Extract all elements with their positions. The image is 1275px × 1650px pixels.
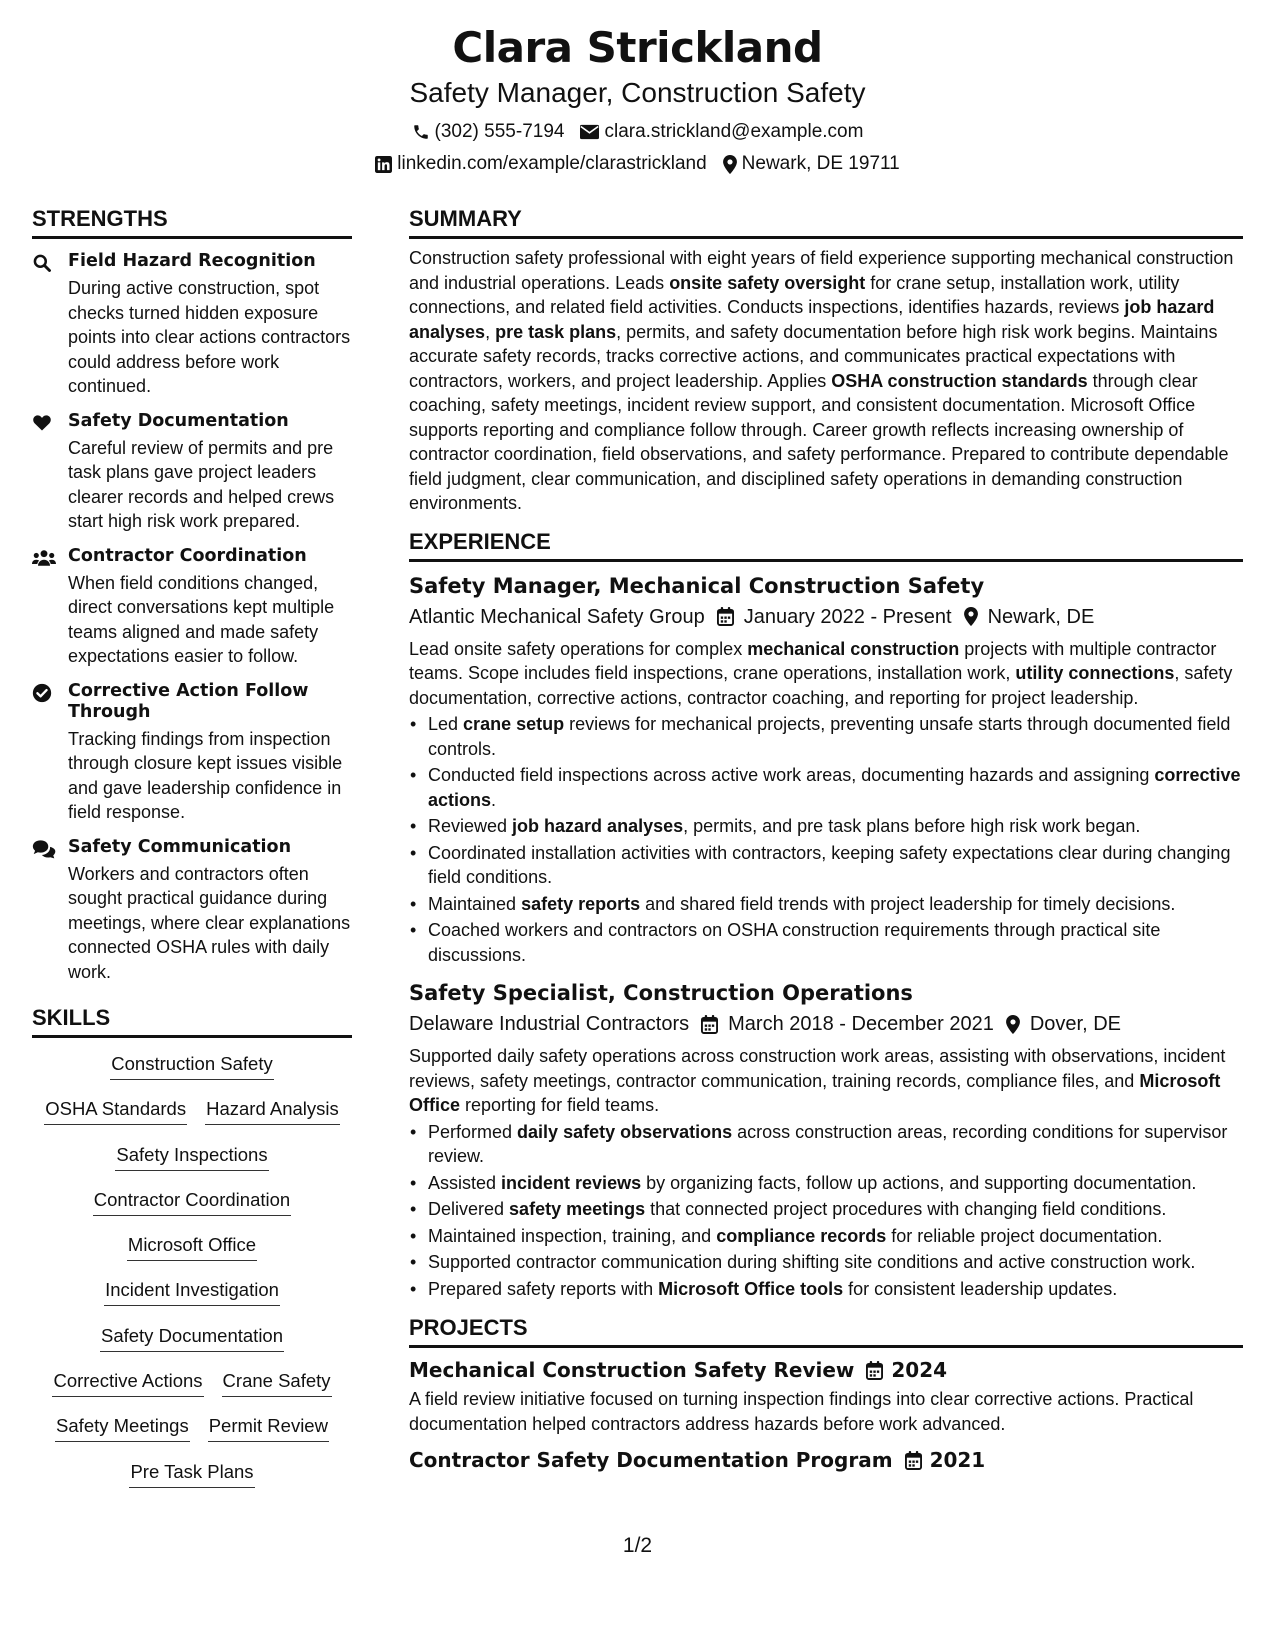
bold-keyword: corrective actions (428, 765, 1241, 810)
phone-icon (412, 123, 430, 141)
job-location: Dover, DE (1029, 1013, 1121, 1035)
project-year: 2024 (891, 1358, 948, 1382)
job-title: Safety Manager, Mechanical Construction Safety (409, 573, 985, 598)
strength-description: When field conditions changed, direct conversations kept multiple teams aligned and made safety expectations easier to follow. (68, 572, 335, 666)
skill-row (32, 1052, 352, 1097)
skills-heading: SKILLS (32, 1004, 352, 1038)
map-marker-icon (723, 155, 737, 174)
job-bullet: • Prepared safety reports with Microsoft Office tools for consistent leadership updates. (409, 1277, 1243, 1302)
skill-tag: Incident Investigation (104, 1278, 280, 1306)
search-icon (32, 251, 54, 399)
strength-title: Safety Communication (68, 836, 292, 857)
skill-row (32, 1143, 352, 1188)
right-column (409, 205, 1243, 1474)
bold-keyword: pre task plans (495, 321, 617, 342)
strength-item (32, 546, 352, 669)
location-text: Newark, DE 19711 (741, 153, 900, 174)
bold-keyword: utility connections (1015, 663, 1175, 683)
skill-row (32, 1369, 352, 1414)
job-meta (409, 603, 1243, 631)
job-description: Supported daily safety operations across construction work areas, assisting with observations, incident reviews, safety meetings, contractor communication, training records, compliance files, and Microsoft Office reporting for field teams. (409, 1046, 1226, 1115)
project-entry (409, 1446, 1243, 1474)
skill-tag: Construction Safety (110, 1052, 273, 1080)
job-entry (409, 979, 1243, 1301)
strength-description: During active construction, spot checks turned hidden exposure points into clear actions contractors could address before work continued. (68, 278, 351, 396)
bold-keyword: safety reports (521, 893, 641, 914)
email-contact (580, 120, 863, 144)
summary-text: Construction safety professional with eight years of field experience supporting mechanical construction and industrial operations. Leads onsite safety oversight for crane setup, installation work, utility connections, and related field activities. Conducts inspections, identifies hazards, reviews job hazard analyses, pre task plans, permits, and safety documentation before high risk work begins. Maintains accurate safety records, tracks corrective actions, and communicates practical expectations with contractors, workers, and project leadership. Applies OSHA construction standards through clear coaching, safety meetings, incident review support, and consistent documentation. Microsoft Office supports reporting and compliance follow through. Career growth reflects increasing ownership of contractor coordination, field observations, and safety performance. Prepared to contribute dependable field judgment, clear communication, and disciplined safety operations in demanding construction environments. (409, 248, 1234, 513)
strength-description: Careful review of permits and pre task plans gave project leaders clearer records and helped crews start high risk work prepared. (68, 437, 335, 531)
bold-keyword: Microsoft Office tools (658, 1278, 844, 1299)
strength-title: Contractor Coordination (68, 545, 307, 566)
envelope-icon (580, 124, 599, 140)
strengths-list (32, 251, 352, 984)
strength-item (32, 837, 352, 985)
strength-item (32, 251, 352, 399)
job-company: Atlantic Mechanical Safety Group (409, 605, 705, 628)
skill-tag: Safety Inspections (115, 1143, 268, 1171)
strength-item (32, 681, 352, 825)
bold-keyword: safety meetings (509, 1199, 646, 1219)
project-title-row (409, 1446, 1243, 1474)
linkedin-contact (375, 152, 706, 176)
linkedin-icon (375, 156, 392, 173)
left-column (32, 205, 352, 1505)
contact-row-secondary (0, 152, 1275, 176)
bold-keyword: job hazard analyses (409, 297, 1215, 342)
skill-row (32, 1188, 352, 1233)
email-text[interactable]: clara.strickland@example.com (604, 121, 864, 142)
map-marker-icon (964, 607, 978, 626)
calendar-icon (701, 1015, 718, 1034)
skill-row (32, 1324, 352, 1369)
skill-row (32, 1278, 352, 1323)
job-bullet: • Reviewed job hazard analyses, permits, and pre task plans before high risk work began. (409, 814, 1243, 839)
skill-tag: Safety Documentation (100, 1324, 284, 1352)
strength-item (32, 411, 352, 534)
job-dates: March 2018 - December 2021 (728, 1013, 994, 1035)
strength-title: Field Hazard Recognition (68, 251, 316, 271)
skill-tag: Hazard Analysis (205, 1097, 340, 1125)
bold-keyword: onsite safety oversight (669, 272, 866, 293)
skill-tag: Contractor Coordination (93, 1188, 291, 1216)
job-bullet: • Conducted field inspections across active work areas, documenting hazards and assigning corrective actions. (409, 763, 1243, 812)
skill-row (32, 1414, 352, 1459)
bold-keyword: job hazard analyses (512, 816, 684, 836)
job-bullet: • Coached workers and contractors on OSHA construction requirements through practical site discussions. (409, 918, 1243, 967)
project-title: Mechanical Construction Safety Review (409, 1358, 855, 1382)
job-meta (409, 1010, 1243, 1038)
phone-contact (412, 120, 565, 144)
job-description: Lead onsite safety operations for complex mechanical construction projects with multiple contractor teams. Scope includes field inspections, crane operations, installation work, utility connections, safety documentation, corrective actions, contractor coaching, and reporting for project leadership. (409, 638, 1233, 708)
page-number: 1/2 (622, 1534, 653, 1557)
job-bullet: • Supported contractor communication during shifting site conditions and active construction work. (409, 1250, 1243, 1275)
job-bullet: • Maintained safety reports and shared field trends with project leadership for timely decisions. (409, 892, 1243, 917)
bold-keyword: OSHA construction standards (831, 370, 1088, 391)
job-location: Newark, DE (987, 605, 1095, 628)
skill-tag: OSHA Standards (44, 1097, 187, 1125)
job-title: Safety Specialist, Construction Operations (409, 981, 913, 1005)
phone-text[interactable]: (302) 555-7194 (434, 121, 565, 142)
projects-heading: PROJECTS (409, 1314, 1243, 1348)
project-title-row (409, 1356, 1243, 1384)
bold-keyword: mechanical construction (747, 638, 960, 659)
summary-heading: SUMMARY (409, 205, 1243, 239)
bold-keyword: compliance records (716, 1225, 887, 1246)
comments-icon (32, 837, 54, 985)
calendar-icon (717, 607, 734, 626)
candidate-title: Safety Manager, Construction Safety (409, 77, 866, 108)
skill-row (32, 1460, 352, 1505)
strength-description: Tracking findings from inspection through closure kept issues visible and gave leadership confidence in field response. (68, 728, 343, 822)
users-icon (32, 546, 54, 669)
skill-tag: Microsoft Office (127, 1233, 257, 1261)
strength-description: Workers and contractors often sought practical guidance during meetings, where clear explanations connected OSHA rules with daily work. (68, 863, 351, 982)
skill-tag: Corrective Actions (52, 1369, 203, 1397)
skill-tag: Safety Meetings (55, 1414, 190, 1442)
skill-row (32, 1233, 352, 1278)
job-bullet: • Led crane setup reviews for mechanical projects, preventing unsafe starts through documented field controls. (409, 712, 1243, 761)
candidate-name: Clara Strickland (452, 23, 823, 72)
bold-keyword: Microsoft Office (409, 1070, 1221, 1115)
bold-keyword: incident reviews (501, 1172, 642, 1193)
bold-keyword: crane setup (463, 714, 565, 734)
skill-tag: Crane Safety (222, 1369, 332, 1397)
skills-list (32, 1052, 352, 1505)
calendar-icon (866, 1361, 883, 1380)
skill-tag: Permit Review (208, 1414, 329, 1442)
contact-row-primary (0, 120, 1275, 144)
strength-title: Corrective Action Follow Through (68, 680, 309, 722)
job-bullet: • Assisted incident reviews by organizing facts, follow up actions, and supporting documentation. (409, 1171, 1243, 1196)
job-bullet: • Maintained inspection, training, and compliance records for reliable project documentation. (409, 1224, 1243, 1249)
skill-row (32, 1097, 352, 1142)
strength-title: Safety Documentation (68, 410, 289, 431)
project-description: A field review initiative focused on turning inspection findings into clear corrective actions. Practical documentation helped contractors address hazards before work advanced. (409, 1389, 1194, 1434)
job-bullet: • Coordinated installation activities with contractors, keeping safety expectations clear during changing field conditions. (409, 841, 1243, 890)
job-entry (409, 572, 1243, 968)
job-dates: January 2022 - Present (743, 605, 952, 628)
location-contact (723, 152, 900, 176)
resume-header (0, 22, 1275, 176)
map-marker-icon (1006, 1015, 1020, 1034)
project-year: 2021 (929, 1448, 986, 1472)
job-bullet: • Delivered safety meetings that connected project procedures with changing field conditions. (409, 1197, 1243, 1222)
check-circle-icon (32, 681, 54, 825)
project-title: Contractor Safety Documentation Program (409, 1448, 893, 1472)
job-bullet: • Performed daily safety observations across construction areas, recording conditions for supervisor review. (409, 1120, 1243, 1169)
bold-keyword: daily safety observations (517, 1121, 733, 1142)
skill-tag: Pre Task Plans (129, 1460, 254, 1488)
job-bullets (409, 712, 1243, 967)
calendar-icon (905, 1451, 922, 1470)
linkedin-text[interactable]: linkedin.com/example/clarastrickland (397, 153, 707, 174)
project-entry (409, 1356, 1243, 1436)
job-bullets (409, 1120, 1243, 1302)
job-company: Delaware Industrial Contractors (409, 1013, 690, 1035)
heart-icon (32, 411, 54, 534)
strengths-heading: STRENGTHS (32, 205, 352, 239)
experience-heading: EXPERIENCE (409, 528, 1243, 562)
